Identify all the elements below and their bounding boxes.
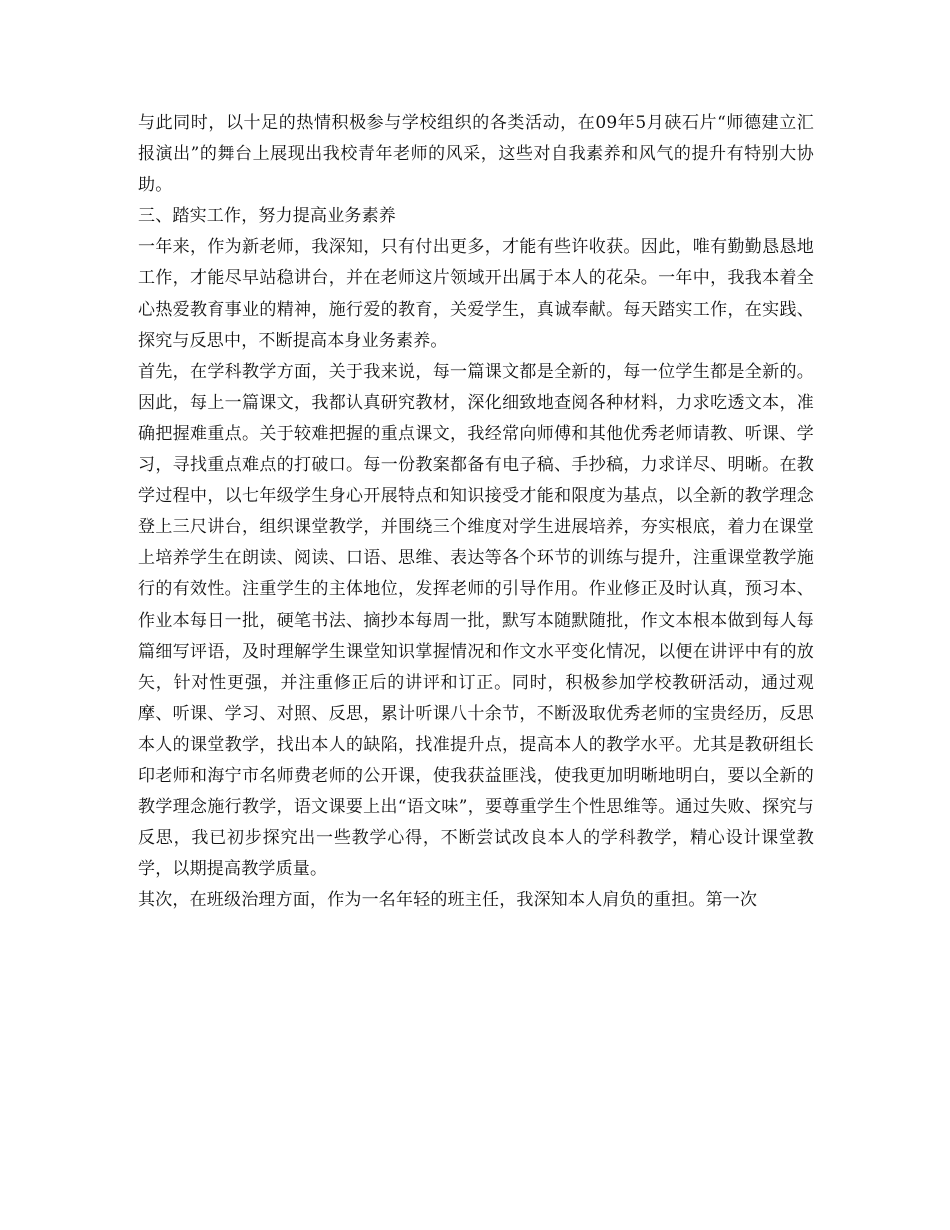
paragraph-class-management: 其次，在班级治理方面，作为一名年轻的班主任，我深知本人肩负的重担。第一次 bbox=[138, 890, 758, 911]
document-body bbox=[138, 108, 814, 916]
paragraph-new-teacher: 一年来，作为新老师，我深知，只有付出更多，才能有些许收获。因此，唯有勤勤恳恳地工作，才能尽早站稳讲台，并在老师这片领域开出属于本人的花朵。一年中，我我本着全心热爱教育事业的精神，施行爱的教育，关爱学生，真诚奉献。每天踏实工作，在实践、探究与反思中，不断提高本身业务素养。 bbox=[138, 237, 814, 351]
section-heading: 三、踏实工作，努力提高业务素养 bbox=[138, 206, 396, 227]
paragraph-teaching: 首先，在学科教学方面，关于我来说，每一篇课文都是全新的，每一位学生都是全新的。因此，每上一篇课文，我都认真研究教材，深化细致地查阅各种材料，力求吃透文本，准确把握难重点。关于较难把握的重点课文，我经常向师傅和其他优秀老师请教、听课、学习，寻找重点难点的打破口。每一份教案都备有电子稿、手抄稿，力求详尽、明晰。在教学过程中，以七年级学生身心开展特点和知识接受才能和限度为基点，以全新的教学理念登上三尺讲台，组织课堂教学，并围绕三个维度对学生进展培养，夯实根底，着力在课堂上培养学生在朗读、阅读、口语、思维、表达等各个环节的训练与提升，注重课堂教学施行的有效性。注重学生的主体地位，发挥老师的引导作用。作业修正及时认真，预习本、作业本每日一批，硬笔书法、摘抄本每周一批，默写本随默随批，作文本根本做到每人每篇细写评语，及时理解学生课堂知识掌握情况和作文水平变化情况，以便在讲评中有的放矢，针对性更强，并注重修正后的讲评和订正。同时，积极参加学校教研活动，通过观摩、听课、学习、对照、反思，累计听课八十余节，不断汲取优秀老师的宝贵经历，反思本人的课堂教学，找出本人的缺陷，找准提升点，提高本人的教学水平。尤其是教研组长印老师和海宁市名师费老师的公开课，使我获益匪浅，使我更加明晰地明白，要以全新的教学理念施行教学，语文课要上出“语文味”，要尊重学生个性思维等。通过失败、探究与反思，我已初步探究出一些教学心得，不断尝试改良本人的学科教学，精心设计课堂教学，以期提高教学质量。 bbox=[138, 361, 814, 880]
paragraph-activities: 与此同时，以十足的热情积极参与学校组织的各类活动，在09年5月硖石片“师德建立汇报演出”的舞台上展现出我校青年老师的风采，这些对自我素养和风气的提升有特别大协助。 bbox=[138, 113, 814, 196]
